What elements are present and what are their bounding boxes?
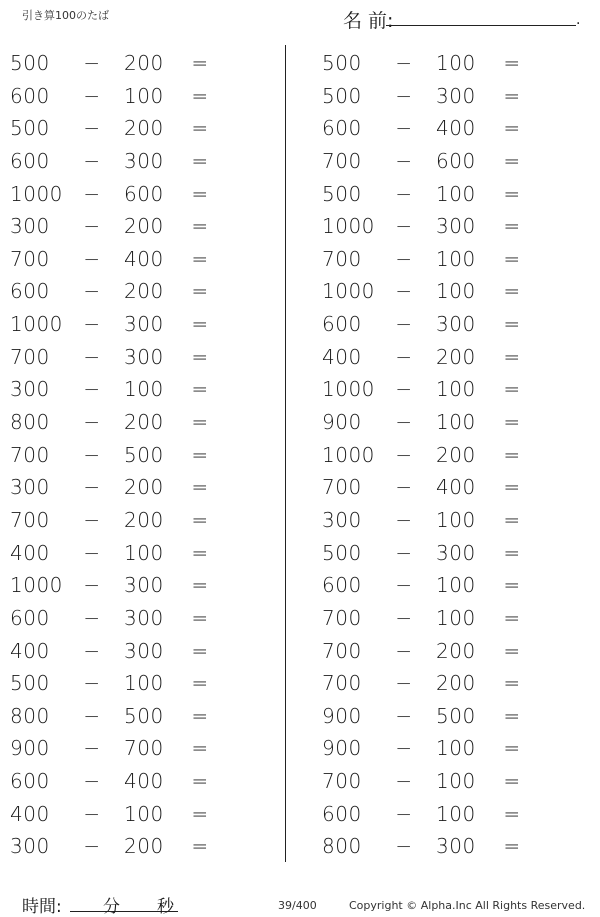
subtrahend: 200 — [436, 442, 476, 467]
minus-sign: − — [83, 246, 101, 271]
minuend: 700 — [322, 769, 362, 794]
minus-sign: − — [395, 605, 413, 630]
subtrahend: 600 — [436, 148, 476, 173]
subtrahend: 100 — [436, 51, 476, 75]
minuend: 700 — [10, 507, 50, 532]
minus-sign: − — [395, 736, 413, 761]
equals-sign: = — [503, 214, 521, 239]
minuend: 900 — [10, 736, 50, 761]
equals-sign: = — [191, 671, 209, 696]
subtrahend: 400 — [124, 246, 164, 271]
subtrahend: 100 — [124, 671, 164, 696]
subtrahend: 400 — [436, 116, 476, 141]
subtrahend: 300 — [436, 834, 476, 859]
minuend: 900 — [322, 410, 362, 435]
equals-sign: = — [503, 834, 521, 859]
equals-sign: = — [503, 344, 521, 369]
subtrahend: 200 — [124, 410, 164, 435]
minus-sign: − — [395, 279, 413, 304]
equals-sign: = — [191, 83, 209, 108]
minuend: 800 — [10, 703, 50, 728]
subtrahend: 500 — [124, 703, 164, 728]
subtrahend: 200 — [436, 344, 476, 369]
minus-sign: − — [395, 51, 413, 75]
equals-sign: = — [191, 540, 209, 565]
equals-sign: = — [191, 605, 209, 630]
minuend: 400 — [10, 540, 50, 565]
minuend: 1000 — [322, 442, 375, 467]
subtrahend: 100 — [436, 769, 476, 794]
minus-sign: − — [83, 377, 101, 402]
minuend: 500 — [322, 540, 362, 565]
subtrahend: 100 — [124, 377, 164, 402]
minus-sign: − — [395, 834, 413, 859]
subtrahend: 100 — [124, 801, 164, 826]
equals-sign: = — [503, 703, 521, 728]
minus-sign: − — [83, 279, 101, 304]
minuend: 400 — [10, 638, 50, 663]
minus-sign: − — [395, 312, 413, 337]
equals-sign: = — [191, 279, 209, 304]
minuend: 300 — [10, 377, 50, 402]
subtrahend: 300 — [436, 83, 476, 108]
minuend: 500 — [322, 181, 362, 206]
minuend: 500 — [10, 116, 50, 141]
subtrahend: 200 — [124, 214, 164, 239]
column-divider — [285, 45, 286, 862]
subtrahend: 100 — [436, 246, 476, 271]
subtrahend: 700 — [124, 736, 164, 761]
equals-sign: = — [503, 246, 521, 271]
minuend: 800 — [322, 834, 362, 859]
minuend: 700 — [322, 475, 362, 500]
minus-sign: − — [395, 475, 413, 500]
minuend: 900 — [322, 703, 362, 728]
subtrahend: 100 — [436, 279, 476, 304]
equals-sign: = — [191, 442, 209, 467]
seconds-label: 秒 — [157, 897, 174, 917]
minuend: 400 — [322, 344, 362, 369]
minus-sign: − — [83, 834, 101, 859]
subtrahend: 100 — [124, 83, 164, 108]
subtrahend: 100 — [436, 736, 476, 761]
equals-sign: = — [191, 246, 209, 271]
worksheet-title: 引き算100のたば — [22, 9, 109, 22]
minuend: 600 — [322, 116, 362, 141]
minuend: 700 — [322, 605, 362, 630]
minuend: 1000 — [322, 214, 375, 239]
equals-sign: = — [503, 51, 521, 75]
equals-sign: = — [503, 181, 521, 206]
minus-sign: − — [83, 83, 101, 108]
subtrahend: 200 — [124, 475, 164, 500]
minus-sign: − — [395, 246, 413, 271]
equals-sign: = — [503, 638, 521, 663]
minus-sign: − — [395, 377, 413, 402]
equals-sign: = — [503, 377, 521, 402]
minus-sign: − — [83, 703, 101, 728]
minuend: 600 — [322, 801, 362, 826]
minuend: 300 — [10, 834, 50, 859]
subtrahend: 300 — [436, 214, 476, 239]
minus-sign: − — [395, 116, 413, 141]
time-label: 時間: — [22, 897, 62, 917]
minus-sign: − — [395, 540, 413, 565]
minuend: 700 — [10, 442, 50, 467]
minus-sign: − — [83, 344, 101, 369]
minus-sign: − — [395, 638, 413, 663]
minus-sign: − — [83, 51, 101, 75]
minuend: 1000 — [322, 377, 375, 402]
subtrahend: 300 — [124, 312, 164, 337]
subtrahend: 100 — [124, 540, 164, 565]
minus-sign: − — [395, 769, 413, 794]
subtrahend: 300 — [124, 573, 164, 598]
minus-sign: − — [395, 507, 413, 532]
subtrahend: 200 — [124, 834, 164, 859]
subtrahend: 300 — [436, 312, 476, 337]
minus-sign: − — [395, 410, 413, 435]
subtrahend: 200 — [124, 51, 164, 75]
minus-sign: − — [83, 214, 101, 239]
minus-sign: − — [395, 703, 413, 728]
minuend: 700 — [10, 344, 50, 369]
page-number: 39/400 — [278, 899, 317, 912]
minutes-label: 分 — [103, 897, 120, 917]
subtrahend: 300 — [124, 344, 164, 369]
equals-sign: = — [191, 475, 209, 500]
minus-sign: − — [395, 83, 413, 108]
minus-sign: − — [83, 801, 101, 826]
subtrahend: 100 — [436, 377, 476, 402]
subtrahend: 400 — [436, 475, 476, 500]
minuend: 300 — [10, 475, 50, 500]
minuend: 700 — [322, 148, 362, 173]
minuend: 500 — [10, 51, 50, 75]
minuend: 700 — [10, 246, 50, 271]
minus-sign: − — [83, 671, 101, 696]
equals-sign: = — [191, 573, 209, 598]
name-label: 名 前: — [343, 10, 394, 32]
equals-sign: = — [191, 801, 209, 826]
minus-sign: − — [83, 573, 101, 598]
equals-sign: = — [503, 736, 521, 761]
minuend: 1000 — [10, 181, 63, 206]
subtrahend: 300 — [124, 638, 164, 663]
equals-sign: = — [503, 507, 521, 532]
equals-sign: = — [191, 148, 209, 173]
minus-sign: − — [83, 605, 101, 630]
minus-sign: − — [395, 344, 413, 369]
minus-sign: − — [83, 736, 101, 761]
minus-sign: − — [395, 801, 413, 826]
equals-sign: = — [503, 148, 521, 173]
subtrahend: 600 — [124, 181, 164, 206]
minuend: 700 — [322, 671, 362, 696]
subtrahend: 200 — [124, 507, 164, 532]
subtrahend: 500 — [124, 442, 164, 467]
equals-sign: = — [503, 410, 521, 435]
equals-sign: = — [191, 51, 209, 75]
subtrahend: 300 — [124, 148, 164, 173]
minuend: 600 — [10, 83, 50, 108]
minuend: 600 — [322, 312, 362, 337]
minuend: 400 — [10, 801, 50, 826]
minuend: 600 — [322, 573, 362, 598]
equals-sign: = — [191, 638, 209, 663]
subtrahend: 200 — [124, 116, 164, 141]
minus-sign: − — [83, 312, 101, 337]
minuend: 700 — [322, 246, 362, 271]
subtrahend: 300 — [436, 540, 476, 565]
copyright-notice: Copyright © Alpha.Inc All Rights Reserved. — [349, 899, 586, 912]
minus-sign: − — [83, 540, 101, 565]
minuend: 300 — [322, 507, 362, 532]
minuend: 500 — [10, 671, 50, 696]
minus-sign: − — [83, 442, 101, 467]
equals-sign: = — [191, 834, 209, 859]
equals-sign: = — [503, 442, 521, 467]
minus-sign: − — [395, 671, 413, 696]
subtrahend: 300 — [124, 605, 164, 630]
minuend: 500 — [322, 51, 362, 75]
subtrahend: 100 — [436, 410, 476, 435]
equals-sign: = — [503, 801, 521, 826]
minuend: 300 — [10, 214, 50, 239]
equals-sign: = — [503, 475, 521, 500]
equals-sign: = — [503, 279, 521, 304]
subtrahend: 500 — [436, 703, 476, 728]
minuend: 600 — [10, 148, 50, 173]
equals-sign: = — [191, 377, 209, 402]
subtrahend: 100 — [436, 181, 476, 206]
equals-sign: = — [191, 344, 209, 369]
minus-sign: − — [395, 181, 413, 206]
subtrahend: 100 — [436, 507, 476, 532]
minuend: 600 — [10, 605, 50, 630]
subtrahend: 200 — [124, 279, 164, 304]
name-end-dot: . — [576, 12, 581, 28]
equals-sign: = — [191, 410, 209, 435]
equals-sign: = — [191, 181, 209, 206]
minus-sign: − — [83, 116, 101, 141]
minuend: 1000 — [322, 279, 375, 304]
equals-sign: = — [191, 116, 209, 141]
subtrahend: 100 — [436, 573, 476, 598]
minuend: 600 — [10, 279, 50, 304]
equals-sign: = — [191, 214, 209, 239]
equals-sign: = — [503, 312, 521, 337]
equals-sign: = — [191, 312, 209, 337]
minuend: 500 — [322, 83, 362, 108]
equals-sign: = — [503, 769, 521, 794]
subtrahend: 200 — [436, 671, 476, 696]
minus-sign: − — [83, 148, 101, 173]
minus-sign: − — [395, 148, 413, 173]
equals-sign: = — [503, 116, 521, 141]
minus-sign: − — [83, 638, 101, 663]
subtrahend: 100 — [436, 605, 476, 630]
equals-sign: = — [503, 573, 521, 598]
minus-sign: − — [395, 573, 413, 598]
equals-sign: = — [503, 540, 521, 565]
minus-sign: − — [395, 214, 413, 239]
equals-sign: = — [503, 671, 521, 696]
minuend: 600 — [10, 769, 50, 794]
minus-sign: − — [83, 181, 101, 206]
equals-sign: = — [191, 736, 209, 761]
equals-sign: = — [191, 507, 209, 532]
name-blank-line[interactable] — [386, 25, 576, 26]
minus-sign: − — [83, 475, 101, 500]
minuend: 700 — [322, 638, 362, 663]
minuend: 1000 — [10, 312, 63, 337]
minuend: 900 — [322, 736, 362, 761]
minus-sign: − — [395, 442, 413, 467]
subtrahend: 400 — [124, 769, 164, 794]
minus-sign: − — [83, 507, 101, 532]
minus-sign: − — [83, 769, 101, 794]
minuend: 800 — [10, 410, 50, 435]
equals-sign: = — [503, 605, 521, 630]
equals-sign: = — [191, 769, 209, 794]
minus-sign: − — [83, 410, 101, 435]
subtrahend: 200 — [436, 638, 476, 663]
subtrahend: 100 — [436, 801, 476, 826]
equals-sign: = — [191, 703, 209, 728]
minuend: 1000 — [10, 573, 63, 598]
equals-sign: = — [503, 83, 521, 108]
